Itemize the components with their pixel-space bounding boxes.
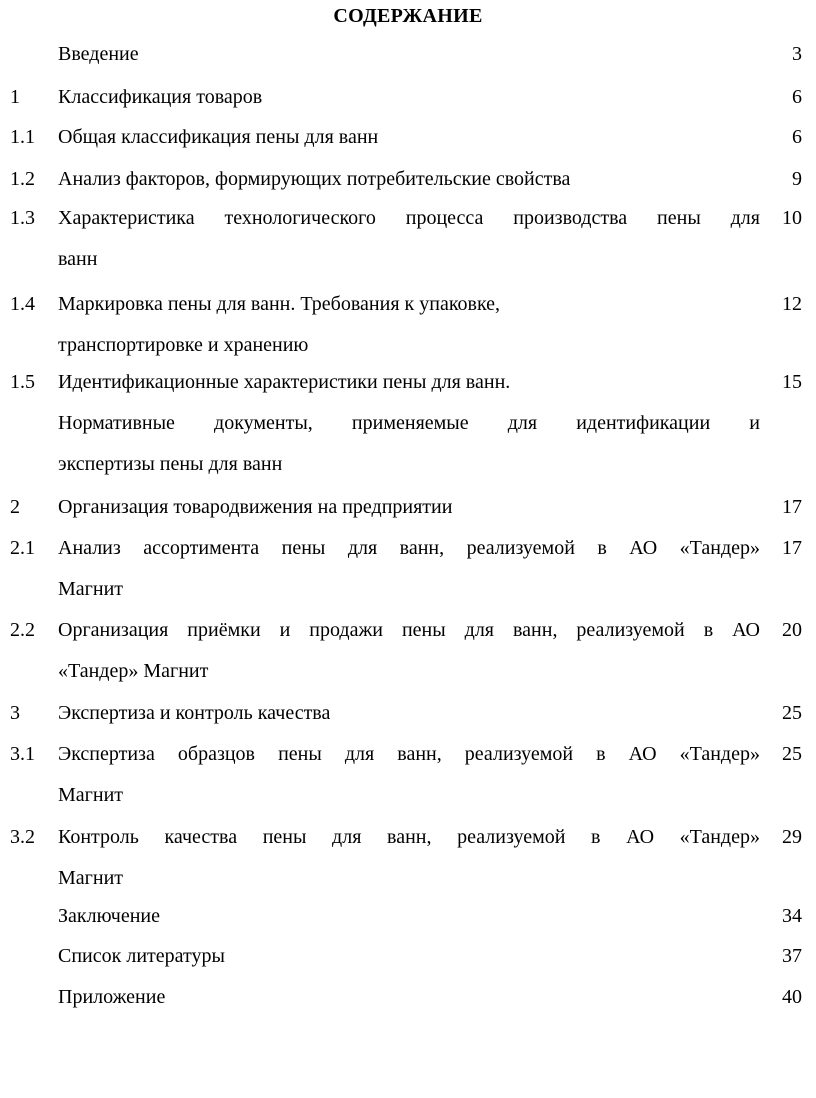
toc-entry-number: 1.4: [10, 293, 35, 315]
toc-entry-title: экспертизы пены для ванн: [58, 453, 283, 475]
toc-entry-page: 3: [792, 43, 802, 65]
toc-entry-title: Магнит: [58, 784, 124, 806]
toc-entry-page: 17: [782, 537, 802, 559]
toc-entry-number: 1.5: [10, 371, 35, 393]
toc-entry-number: 3: [10, 702, 20, 724]
toc-entry-page: 25: [782, 743, 802, 765]
toc-entry-page: 10: [782, 207, 802, 229]
toc-entry-title: Маркировка пены для ванн. Требования к упаковке,: [58, 293, 501, 315]
toc-entry-number: 1: [10, 86, 20, 108]
toc-entry-number: 1.2: [10, 168, 35, 190]
toc-entry-page: 9: [792, 168, 802, 190]
toc-entry-page: 34: [782, 905, 802, 927]
toc-entry-title: Заключение: [58, 905, 160, 927]
toc-entry-title: Приложение: [58, 986, 166, 1008]
toc-entry-title: Организация товародвижения на предприятии: [58, 496, 453, 518]
toc-entry-title: Магнит: [58, 867, 124, 889]
toc-entry-page: 15: [782, 371, 802, 393]
toc-entry-title: Характеристика технологического процесса производства пены для: [58, 207, 760, 229]
toc-entry-title: Контроль качества пены для ванн, реализуемой в АО «Тандер»: [58, 826, 760, 848]
toc-entry-number: 1.1: [10, 126, 35, 148]
page-title: СОДЕРЖАНИЕ: [333, 5, 483, 27]
toc-entry-page: 6: [792, 126, 802, 148]
toc-entry-title: Магнит: [58, 578, 124, 600]
toc-entry-number: 2.1: [10, 537, 35, 559]
toc-entry-number: 3.2: [10, 826, 35, 848]
toc-entry-title: Введение: [58, 43, 139, 65]
toc-entry-page: 25: [782, 702, 802, 724]
toc-entry-title: Организация приёмки и продажи пены для ванн, реализуемой в АО: [58, 619, 760, 641]
toc-entry-page: 12: [782, 293, 802, 315]
toc-entry-page: 6: [792, 86, 802, 108]
toc-entry-number: 2: [10, 496, 20, 518]
toc-entry-page: 20: [782, 619, 802, 641]
toc-entry-title: Общая классификация пены для ванн: [58, 126, 379, 148]
toc-entry-title: ванн: [58, 248, 98, 270]
toc-entry-title: транспортировке и хранению: [58, 334, 309, 356]
toc-entry-page: 37: [782, 945, 802, 967]
toc-entry-page: 29: [782, 826, 802, 848]
toc-entry-title: Идентификационные характеристики пены для ванн.: [58, 371, 511, 393]
toc-entry-title: Классификация товаров: [58, 86, 263, 108]
toc-entry-title: Экспертиза образцов пены для ванн, реализуемой в АО «Тандер»: [58, 743, 760, 765]
toc-entry-title: «Тандер» Магнит: [58, 660, 209, 682]
toc-entry-number: 1.3: [10, 207, 35, 229]
toc-entry-title: Анализ факторов, формирующих потребительские свойства: [58, 168, 571, 190]
toc-entry-title: Нормативные документы, применяемые для идентификации и: [58, 412, 760, 434]
toc-entry-title: Экспертиза и контроль качества: [58, 702, 331, 724]
toc-entry-number: 3.1: [10, 743, 35, 765]
toc-entry-title: Анализ ассортимента пены для ванн, реализуемой в АО «Тандер»: [58, 537, 760, 559]
toc-entry-page: 40: [782, 986, 802, 1008]
toc-entry-page: 17: [782, 496, 802, 518]
toc-entry-number: 2.2: [10, 619, 35, 641]
toc-entry-title: Список литературы: [58, 945, 225, 967]
